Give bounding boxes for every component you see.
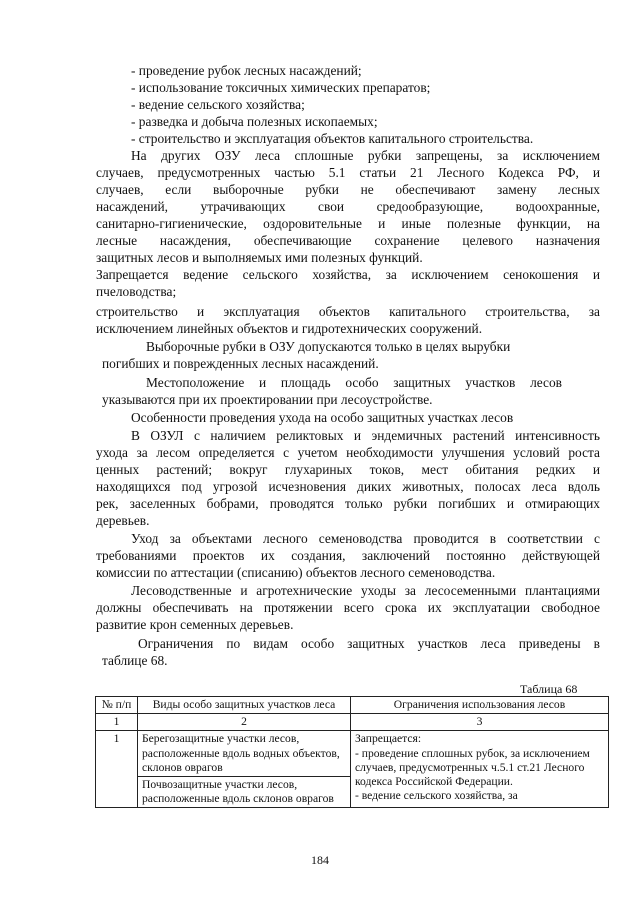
restriction-line: Запрещается: xyxy=(355,732,422,746)
paragraph-line: Местоположение и площадь особо защитных участков лесов xyxy=(146,375,562,390)
paragraph-line: находящихся под угрозой исчезновения диких животных, полосах леса вдоль xyxy=(96,479,600,494)
paragraph-line: насаждений, утрачивающих свои средообразующие, водоохранные, xyxy=(96,199,600,214)
paragraph-line: строительство и эксплуатация объектов капитального строительства, за xyxy=(96,304,600,319)
area-type-bank-protection: Берегозащитные участки лесов, расположенные вдоль водных объектов, склонов оврагов xyxy=(138,731,351,777)
paragraph-line: указываются при их проектировании при лесоустройстве. xyxy=(102,392,433,407)
paragraph-line: Уход за объектами лесного семеноводства проводится в соответствии с xyxy=(131,531,600,546)
list-item-logging: - проведение рубок лесных насаждений; xyxy=(131,63,362,78)
paragraph-line: Лесоводственные и агротехнические уходы за лесосеменными плантациями xyxy=(131,583,600,598)
table-row xyxy=(96,731,609,777)
restrictions-cell xyxy=(351,731,609,808)
restriction-line: - проведение сплошных рубок, за исключением случаев, предусмотренных ч.5.1 ст.21 Лесного кодекса Российской Федерации. xyxy=(355,746,590,789)
table-numbering-row xyxy=(96,714,609,731)
paragraph-line: таблице 68. xyxy=(102,653,168,668)
section-heading: Особенности проведения ухода на особо защитных участках лесов xyxy=(131,410,514,425)
table-header-row xyxy=(96,697,609,714)
column-number-3: 3 xyxy=(351,714,609,731)
paragraph-line: развитие крон семенных деревьев. xyxy=(96,617,294,632)
column-number-2: 2 xyxy=(138,714,351,731)
column-header-restrictions: Ограничения использования лесов xyxy=(351,697,609,714)
paragraph-line: деревьев. xyxy=(96,513,150,528)
area-type-soil-protection: Почвозащитные участки лесов, расположенные вдоль склонов оврагов xyxy=(138,777,351,808)
paragraph-line: исключением линейных объектов и гидротехнических сооружений. xyxy=(96,321,483,336)
paragraph-line: рек, заселенных бобрами, проводятся только рубки погибших и отмирающих xyxy=(96,496,600,511)
paragraph-line: пчеловодства; xyxy=(96,284,177,299)
paragraph-line: Выборочные рубки в ОЗУ допускаются только в целях вырубки xyxy=(146,339,511,354)
column-header-number: № п/п xyxy=(96,697,138,714)
column-header-area-type: Виды особо защитных участков леса xyxy=(138,697,351,714)
column-number-1: 1 xyxy=(96,714,138,731)
paragraph-line: комиссии по аттестации (списанию) объектов лесного семеноводства. xyxy=(96,565,496,580)
list-item-mining: - разведка и добыча полезных ископаемых; xyxy=(131,114,378,129)
paragraph-line: требованиями проектов их создания, заключений постоянно действующей xyxy=(96,548,600,563)
paragraph-line: защитных лесов и выполняемых ими полезных функций. xyxy=(96,250,423,265)
paragraph-line: должны обеспечивать на протяжении всего срока их эксплуатации свободное xyxy=(96,600,600,615)
list-item-construction: - строительство и эксплуатация объектов капитального строительства. xyxy=(131,131,534,146)
paragraph-line: ухода за лесом определяется с учетом необходимости улучшения условий роста xyxy=(96,445,600,460)
restriction-line: - ведение сельского хозяйства, за xyxy=(355,789,518,803)
row-number: 1 xyxy=(96,731,138,808)
list-item-agriculture: - ведение сельского хозяйства; xyxy=(131,97,305,112)
table-caption: Таблица 68 xyxy=(520,682,578,696)
page-number: 184 xyxy=(311,853,329,867)
paragraph-line: погибших и поврежденных лесных насаждений. xyxy=(102,356,379,371)
list-item-chemicals: - использование токсичных химических препаратов; xyxy=(131,80,431,95)
paragraph-line: случаев, предусмотренных частью 5.1 статьи 21 Лесного Кодекса РФ, и xyxy=(96,165,600,180)
paragraph-line: На других ОЗУ леса сплошные рубки запрещены, за исключением xyxy=(131,148,600,163)
paragraph-line: Ограничения по видам особо защитных участков леса приведены в xyxy=(138,636,600,651)
paragraph-line: ценных растений; вокруг глухариных токов, мест обитания редких и xyxy=(96,462,600,477)
paragraph-line: Запрещается ведение сельского хозяйства, за исключением сенокошения и xyxy=(96,267,600,282)
paragraph-line: случаев, если выборочные рубки не обеспечивают замену лесных xyxy=(96,182,600,197)
paragraph-line: лесные насаждения, обеспечивающие сохранение целевого назначения xyxy=(96,233,600,248)
paragraph-line: санитарно-гигиенические, оздоровительные и иные полезные функции, на xyxy=(96,216,600,231)
paragraph-line: В ОЗУЛ с наличием реликтовых и эндемичных растений интенсивность xyxy=(131,428,600,443)
restrictions-table xyxy=(95,696,609,808)
